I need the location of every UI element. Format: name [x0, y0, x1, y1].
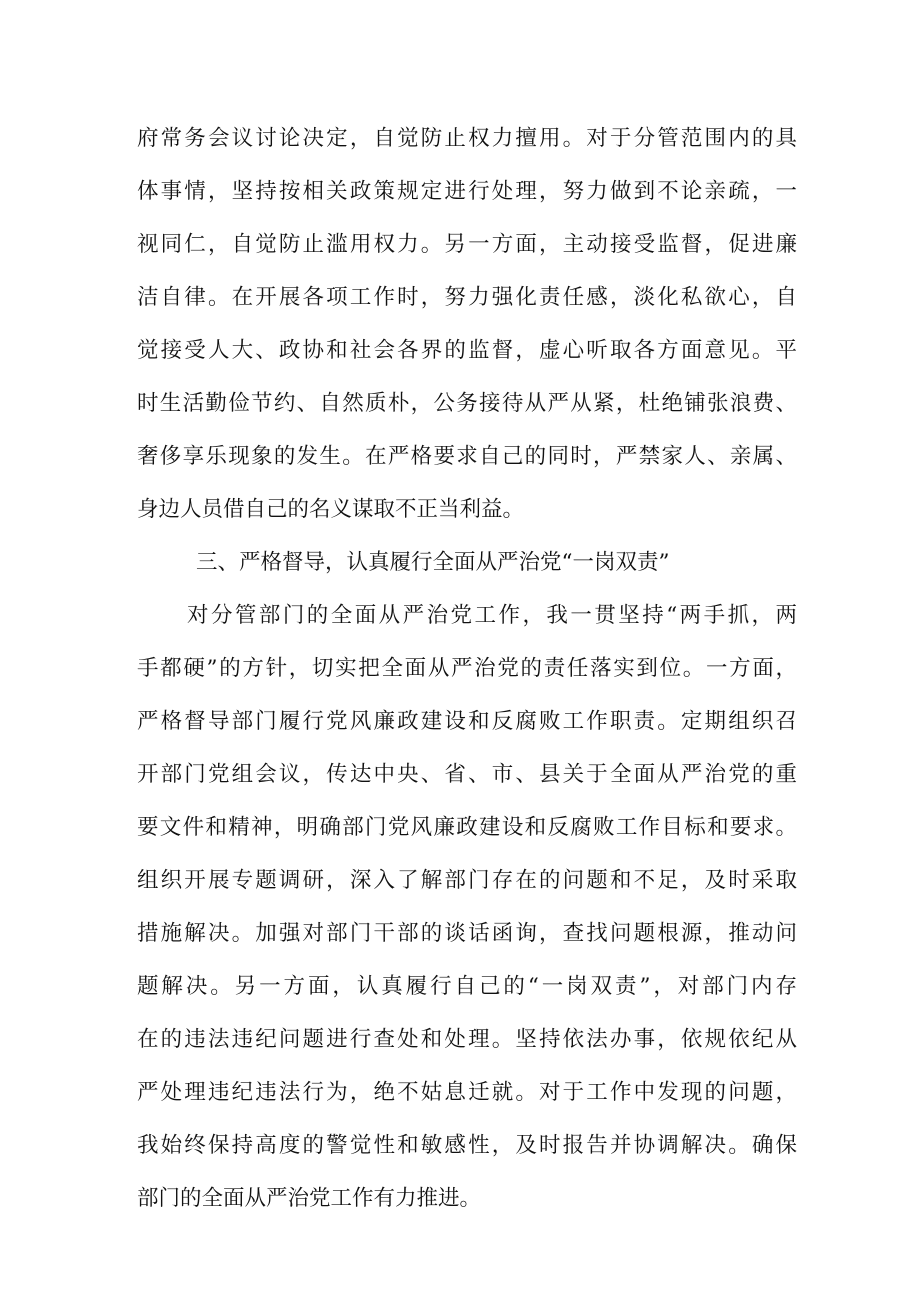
paragraph-line: 视同仁，自觉防止滥用权力。另一方面，主动接受监督，促进廉 — [137, 232, 797, 257]
paragraph-line: 身边人员借自己的名义谋取不正当利益。 — [137, 497, 525, 522]
paragraph-line: 组织开展专题调研，深入了解部门存在的问题和不足，及时采取 — [137, 868, 797, 893]
paragraph-line: 要文件和精神，明确部门党风廉政建设和反腐败工作目标和要求。 — [137, 815, 797, 840]
paragraph-line: 对分管部门的全面从严治党工作，我一贯坚持“两手抓，两 — [187, 603, 797, 628]
paragraph-line: 我始终保持高度的警觉性和敏感性，及时报告并协调解决。确保 — [137, 1133, 797, 1158]
paragraph-line: 严处理违纪违法行为，绝不姑息迁就。对于工作中发现的问题， — [137, 1080, 797, 1105]
paragraph-line: 奢侈享乐现象的发生。在严格要求自己的同时，严禁家人、亲属、 — [137, 444, 797, 469]
paragraph-line: 府常务会议讨论决定，自觉防止权力擅用。对于分管范围内的具 — [137, 126, 797, 151]
paragraph-line: 在的违法违纪问题进行查处和处理。坚持依法办事，依规依纪从 — [137, 1027, 797, 1052]
section-heading-3: 三、严格督导，认真履行全面从严治党“一岗双责” — [196, 550, 670, 575]
paragraph-line: 觉接受人大、政协和社会各界的监督，虚心听取各方面意见。平 — [137, 338, 797, 363]
paragraph-line: 手都硬”的方针，切实把全面从严治党的责任落实到位。一方面， — [137, 656, 797, 681]
paragraph-line: 严格督导部门履行党风廉政建设和反腐败工作职责。定期组织召 — [137, 709, 797, 734]
paragraph-line: 时生活勤俭节约、自然质朴，公务接待从严从紧，杜绝铺张浪费、 — [137, 391, 797, 416]
paragraph-line: 体事情，坚持按相关政策规定进行处理，努力做到不论亲疏，一 — [137, 179, 797, 204]
paragraph-line: 洁自律。在开展各项工作时，努力强化责任感，淡化私欲心，自 — [137, 285, 797, 310]
paragraph-line: 题解决。另一方面，认真履行自己的“一岗双责”，对部门内存 — [137, 974, 797, 999]
paragraph-line: 部门的全面从严治党工作有力推进。 — [137, 1186, 482, 1211]
paragraph-line: 措施解决。加强对部门干部的谈话函询，查找问题根源，推动问 — [137, 921, 797, 946]
paragraph-line: 开部门党组会议，传达中央、省、市、县关于全面从严治党的重 — [137, 762, 797, 787]
